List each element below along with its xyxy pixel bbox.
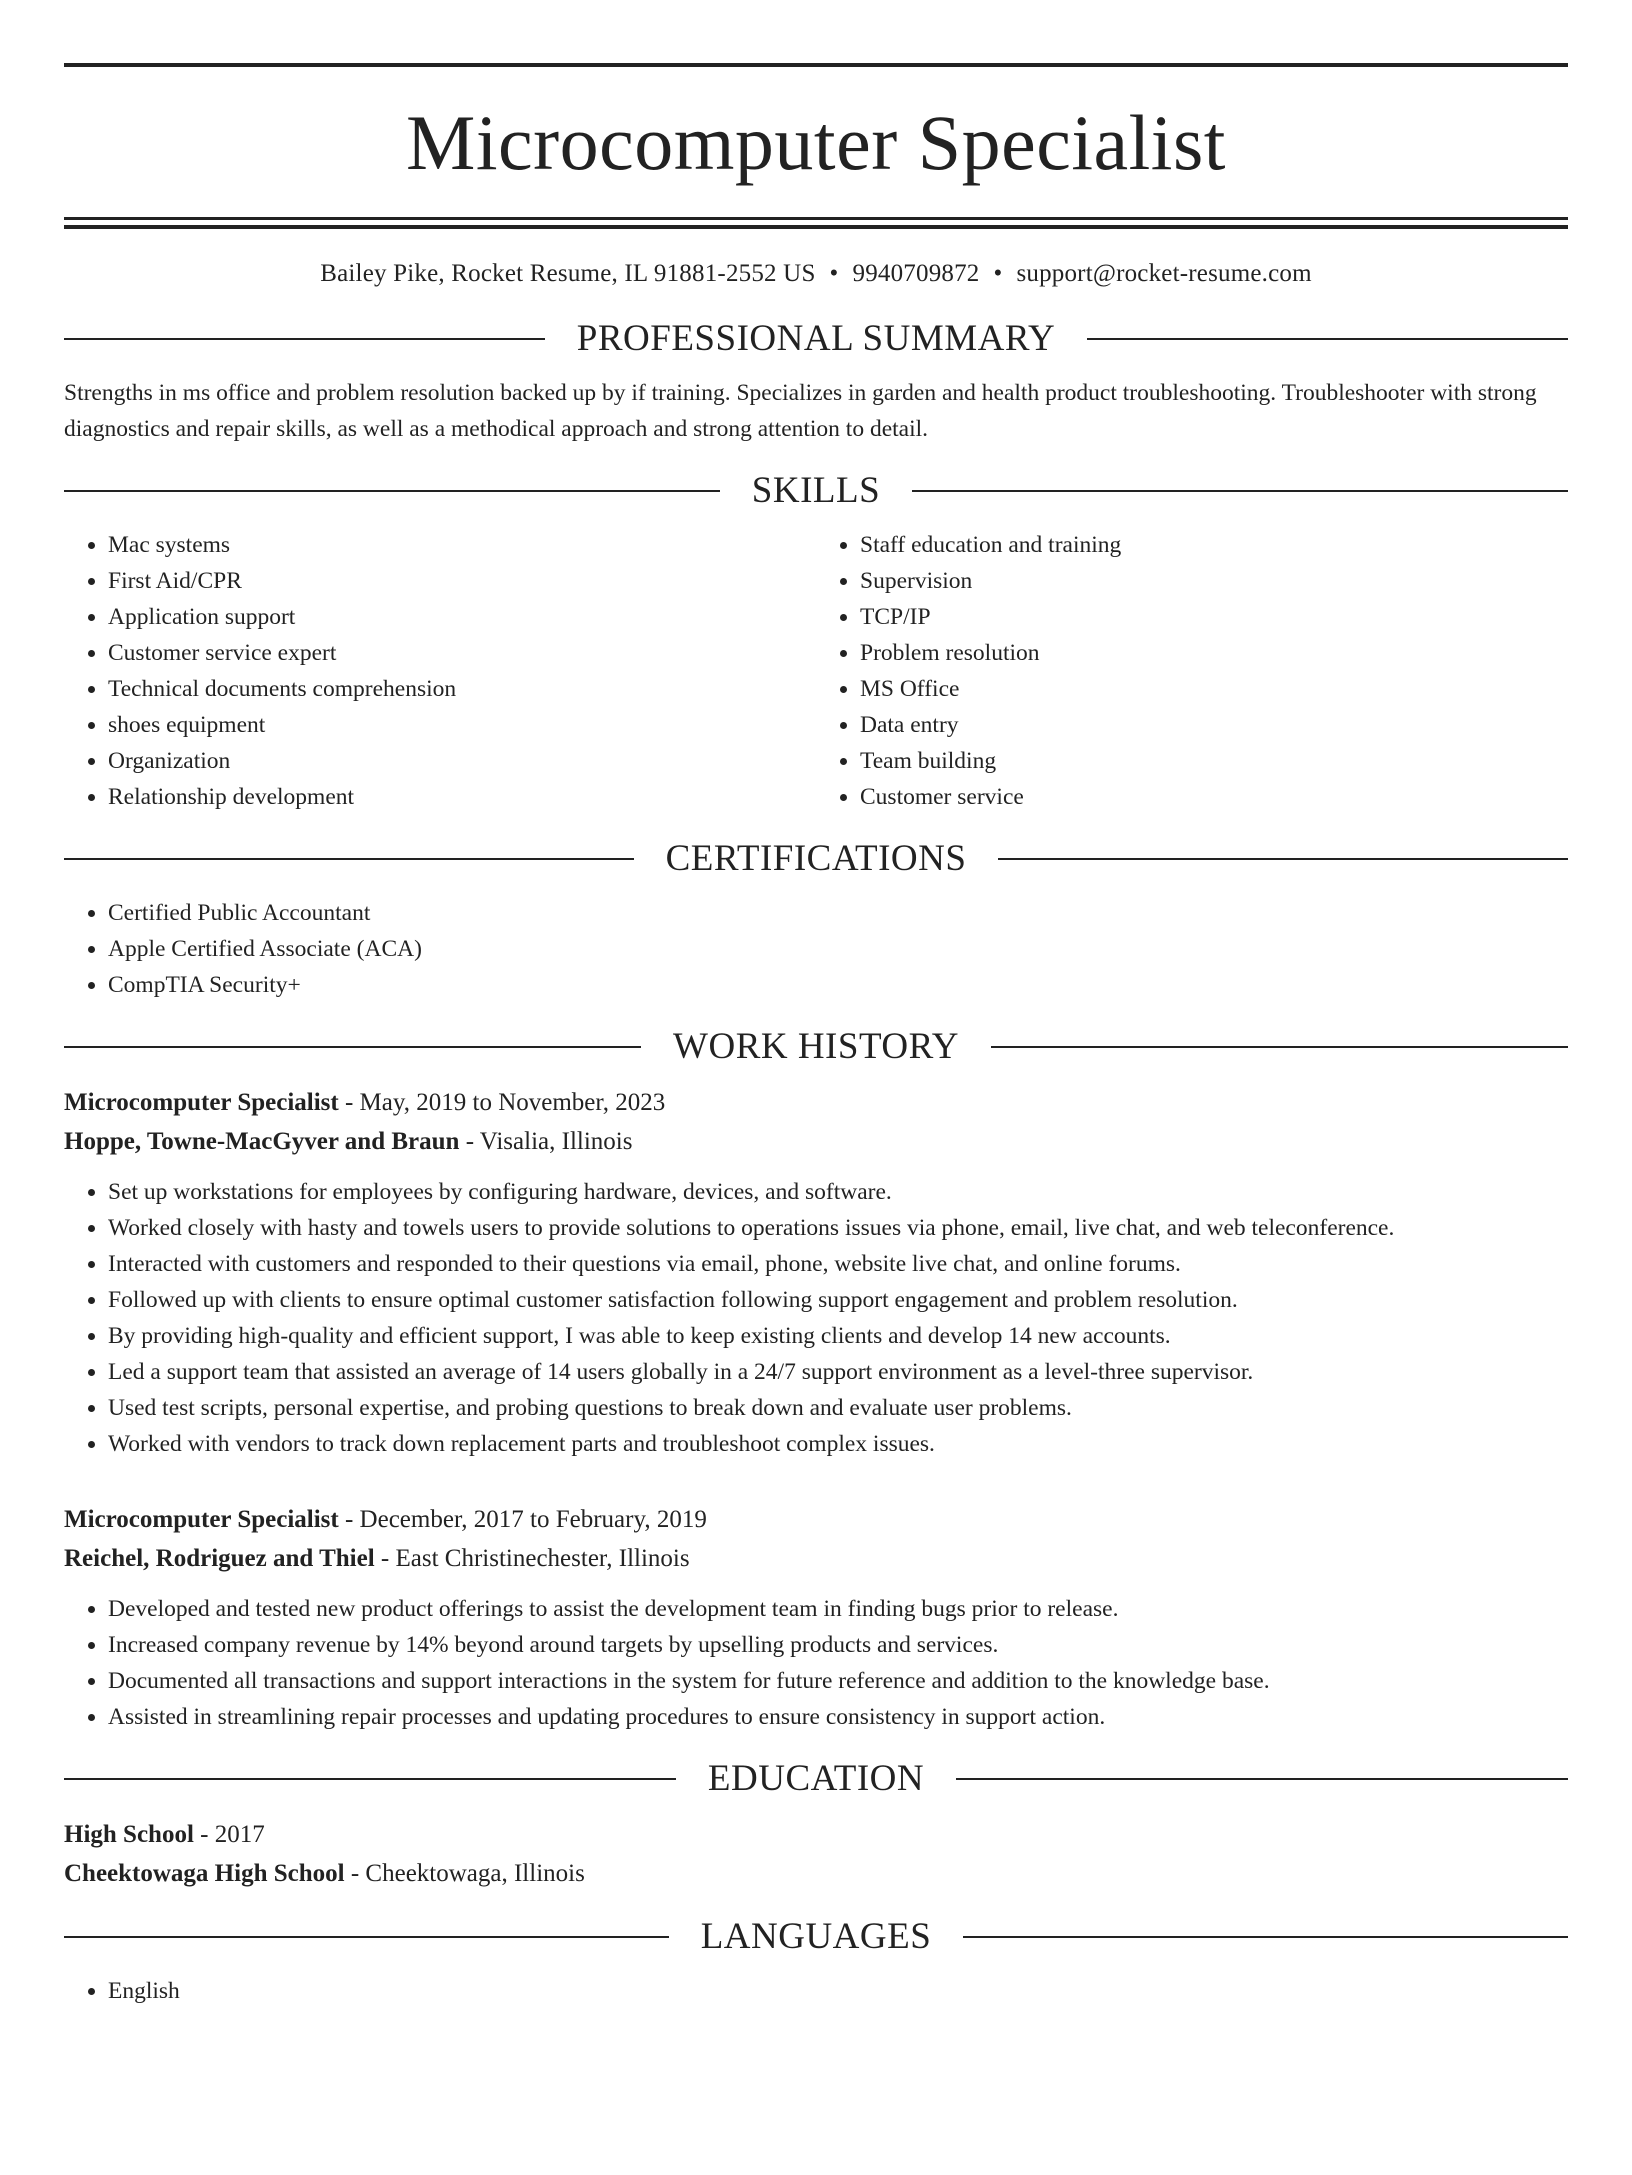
divider-line	[991, 1046, 1568, 1048]
job-location: - East Christinechester, Illinois	[374, 1545, 690, 1572]
skill-item: • Problem resolution	[860, 635, 1568, 671]
resume-page	[0, 63, 1632, 2175]
skill-item: • Customer service expert	[108, 635, 816, 671]
resume-title: Microcomputer Specialist	[406, 99, 1226, 186]
summary-text: Strengths in ms office and problem resolution backed up by if training. Specializes in garden and health product troubleshooting. Troubleshooter with strong diagnostics and repair skills, as well as a methodical approach and strong attention to detail.	[64, 380, 1537, 442]
section-title-education: EDUCATION	[707, 1758, 925, 1799]
contact-email: support@rocket-resume.com	[1016, 260, 1312, 287]
contact-line	[64, 259, 1568, 289]
education-degree-line	[64, 1815, 1568, 1854]
skill-item: • shoes equipment	[108, 707, 816, 743]
education-location: - Cheektowaga, Illinois	[344, 1860, 585, 1887]
job-bullet: • Worked with vendors to track down replacement parts and troubleshoot complex issues.	[108, 1426, 1568, 1462]
section-title-work: WORK HISTORY	[673, 1026, 959, 1067]
job-bullets	[64, 1174, 1568, 1462]
job-entry	[64, 1083, 1568, 1462]
contact-separator: •	[829, 260, 839, 287]
certification-item: • Certified Public Accountant	[108, 895, 1568, 931]
divider-line	[64, 1778, 676, 1780]
job-entry	[64, 1500, 1568, 1735]
divider-line	[64, 490, 720, 492]
contact-separator: •	[993, 260, 1003, 287]
divider-line	[64, 858, 634, 860]
job-dates: - December, 2017 to February, 2019	[338, 1506, 707, 1533]
job-title-line	[64, 1083, 1568, 1122]
section-header-education	[64, 1757, 1568, 1801]
job-bullet: • Worked closely with hasty and towels users to provide solutions to operations issues via phone, email, live chat, and web teleconference.	[108, 1210, 1568, 1246]
job-bullet: • Set up workstations for employees by configuring hardware, devices, and software.	[108, 1174, 1568, 1210]
section-title-languages: LANGUAGES	[700, 1916, 932, 1957]
job-spacer	[64, 1462, 1568, 1494]
job-bullet: • Interacted with customers and responded to their questions via email, phone, website live chat, and online forums.	[108, 1246, 1568, 1282]
divider-line	[1087, 338, 1568, 340]
divider-line	[64, 338, 545, 340]
skill-item: • Technical documents comprehension	[108, 671, 816, 707]
skill-item: • Customer service	[860, 779, 1568, 815]
skills-grid	[64, 527, 1568, 815]
section-header-summary	[64, 317, 1568, 361]
skill-item: • Organization	[108, 743, 816, 779]
job-dates: - May, 2019 to November, 2023	[338, 1089, 666, 1116]
skill-item: • First Aid/CPR	[108, 563, 816, 599]
skill-item: • Relationship development	[108, 779, 816, 815]
skill-item: • Staff education and training	[860, 527, 1568, 563]
section-header-certifications	[64, 837, 1568, 881]
skill-item: • Data entry	[860, 707, 1568, 743]
skills-list-right	[816, 527, 1568, 815]
job-location: - Visalia, Illinois	[459, 1128, 633, 1155]
title-double-rule	[64, 217, 1568, 229]
divider-line	[963, 1936, 1568, 1938]
skill-item: • MS Office	[860, 671, 1568, 707]
section-title-summary: PROFESSIONAL SUMMARY	[576, 318, 1056, 359]
divider-line	[956, 1778, 1568, 1780]
education-school-line	[64, 1854, 1568, 1893]
education-degree: High School	[64, 1821, 194, 1848]
section-title-skills: SKILLS	[751, 470, 881, 511]
skill-item: • TCP/IP	[860, 599, 1568, 635]
job-title: Microcomputer Specialist	[64, 1506, 339, 1533]
contact-address: Bailey Pike, Rocket Resume, IL 91881-2552 US	[320, 260, 816, 287]
divider-line	[64, 1046, 641, 1048]
divider-line	[64, 1936, 669, 1938]
contact-phone: 9940709872	[852, 260, 980, 287]
job-bullet: • Used test scripts, personal expertise, and probing questions to break down and evaluate user problems.	[108, 1390, 1568, 1426]
education-year: - 2017	[193, 1821, 265, 1848]
job-title: Microcomputer Specialist	[64, 1089, 339, 1116]
job-bullet: • By providing high-quality and efficient support, I was able to keep existing clients and develop 14 new accounts.	[108, 1318, 1568, 1354]
job-company: Reichel, Rodriguez and Thiel	[64, 1545, 375, 1572]
skill-item: • Application support	[108, 599, 816, 635]
job-bullet: • Assisted in streamlining repair processes and updating procedures to ensure consistency in support action.	[108, 1699, 1568, 1735]
skills-list-left	[64, 527, 816, 815]
languages-list	[64, 1973, 1568, 2009]
job-company-line	[64, 1539, 1568, 1578]
certification-item: • CompTIA Security+	[108, 967, 1568, 1003]
job-bullet: • Led a support team that assisted an average of 14 users globally in a 24/7 support environment as a level-three supervisor.	[108, 1354, 1568, 1390]
job-company: Hoppe, Towne-MacGyver and Braun	[64, 1128, 460, 1155]
education-school: Cheektowaga High School	[64, 1860, 345, 1887]
job-bullet: • Developed and tested new product offerings to assist the development team in finding bugs prior to release.	[108, 1591, 1568, 1627]
section-header-languages	[64, 1915, 1568, 1959]
job-bullet: • Documented all transactions and support interactions in the system for future reference and addition to the knowledge base.	[108, 1663, 1568, 1699]
divider-line	[998, 858, 1568, 860]
certification-item: • Apple Certified Associate (ACA)	[108, 931, 1568, 967]
skill-item: • Team building	[860, 743, 1568, 779]
section-header-skills	[64, 469, 1568, 513]
section-header-work	[64, 1025, 1568, 1069]
job-bullet: • Followed up with clients to ensure optimal customer satisfaction following support engagement and problem resolution.	[108, 1282, 1568, 1318]
job-bullets	[64, 1591, 1568, 1735]
job-bullet: • Increased company revenue by 14% beyond around targets by upselling products and services.	[108, 1627, 1568, 1663]
skill-item: • Supervision	[860, 563, 1568, 599]
certifications-list	[64, 895, 1568, 1003]
job-title-line	[64, 1500, 1568, 1539]
section-title-certifications: CERTIFICATIONS	[665, 838, 967, 879]
job-company-line	[64, 1122, 1568, 1161]
divider-line	[912, 490, 1568, 492]
language-item: • English	[108, 1973, 1568, 2009]
skill-item: • Mac systems	[108, 527, 816, 563]
